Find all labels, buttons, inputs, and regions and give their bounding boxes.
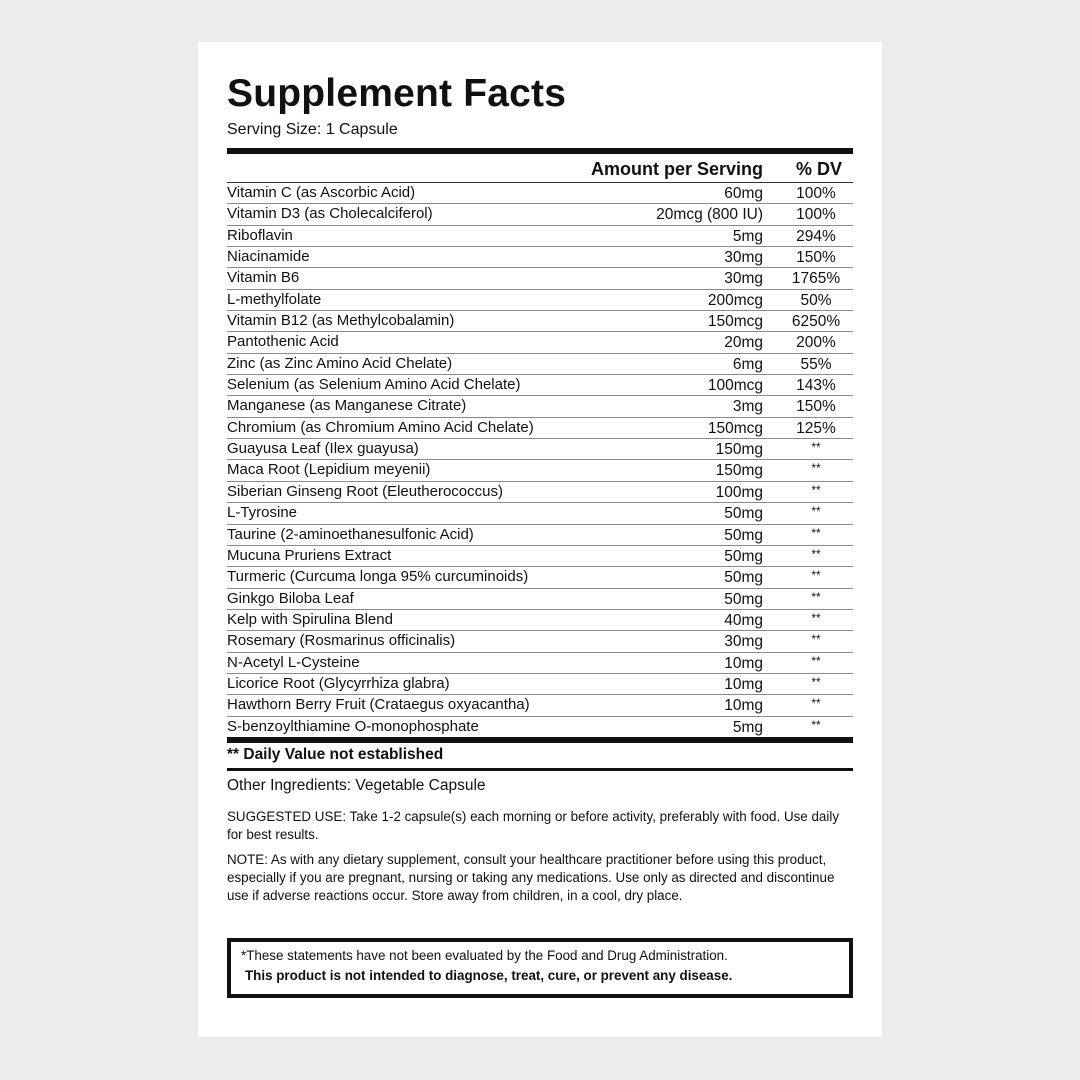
ingredient-daily-value: 294% xyxy=(796,227,836,245)
ingredient-name: Mucuna Pruriens Extract xyxy=(227,546,392,564)
bottom-thick-divider xyxy=(227,737,853,743)
ingredient-amount: 6mg xyxy=(732,355,763,373)
table-row xyxy=(227,545,853,566)
serving-size: Serving Size: 1 Capsule xyxy=(227,121,398,138)
ingredient-name: Siberian Ginseng Root (Eleutherococcus) xyxy=(227,482,503,500)
ingredient-name: Guayusa Leaf (Ilex guayusa) xyxy=(227,440,419,458)
ingredient-name: Taurine (2-aminoethanesulfonic Acid) xyxy=(227,525,474,543)
ingredient-name: Niacinamide xyxy=(227,248,310,266)
ingredient-amount: 50mg xyxy=(724,569,763,587)
table-row xyxy=(227,225,853,246)
ingredient-daily-value: 100% xyxy=(796,185,836,202)
amount-column-header: Amount per Serving xyxy=(590,159,763,179)
note-text: NOTE: As with any dietary supplement, consult your healthcare practitioner before using this product, especially if you are pregnant, nursing or taking any medications. Use only as directed and discontinue use if adverse reactions occur. Store away from children, in a cool, dry place. xyxy=(227,852,835,903)
ingredient-name: L-methylfolate xyxy=(227,290,322,308)
table-row xyxy=(227,289,853,310)
ingredient-amount: 10mg xyxy=(724,697,763,715)
daily-value-note: ** Daily Value not established xyxy=(227,746,444,763)
ingredient-amount: 50mg xyxy=(724,547,763,565)
dv-column-header: % DV xyxy=(795,159,842,179)
ingredient-daily-value: 1765% xyxy=(791,270,841,288)
ingredient-daily-value: ** xyxy=(811,440,821,455)
other-ingredients: Other Ingredients: Vegetable Capsule xyxy=(227,777,486,794)
ingredient-name: Pantothenic Acid xyxy=(227,333,339,351)
ingredient-amount: 30mg xyxy=(724,633,763,651)
table-row xyxy=(227,524,853,545)
table-row xyxy=(227,588,853,609)
ingredient-daily-value: 143% xyxy=(796,377,836,395)
ingredient-name: Rosemary (Rosmarinus officinalis) xyxy=(227,632,456,650)
ingredient-name: Vitamin C (as Ascorbic Acid) xyxy=(227,184,416,201)
ingredient-amount: 3mg xyxy=(732,398,763,416)
ingredient-name: Turmeric (Curcuma longa 95% curcuminoids) xyxy=(227,568,529,586)
ingredient-name: Vitamin D3 (as Cholecalciferol) xyxy=(227,205,433,223)
table-row xyxy=(227,609,853,630)
ingredient-daily-value: ** xyxy=(811,589,821,604)
ingredient-name: Kelp with Spirulina Blend xyxy=(227,610,393,628)
table-row xyxy=(227,267,853,288)
ingredient-amount: 10mg xyxy=(724,675,763,693)
ingredient-daily-value: ** xyxy=(811,546,821,561)
ingredient-daily-value: ** xyxy=(811,461,821,476)
ingredient-daily-value: ** xyxy=(811,696,821,711)
ingredient-amount: 150mg xyxy=(715,441,763,459)
ingredient-amount: 5mg xyxy=(732,718,763,736)
table-row xyxy=(227,353,853,374)
ingredient-name: Vitamin B12 (as Methylcobalamin) xyxy=(227,312,455,330)
ingredient-daily-value: ** xyxy=(811,568,821,583)
ingredient-amount: 30mg xyxy=(724,270,763,288)
ingredient-daily-value: 55% xyxy=(800,355,832,373)
ingredient-amount: 100mcg xyxy=(707,377,763,395)
table-row xyxy=(227,417,853,438)
ingredient-name: Licorice Root (Glycyrrhiza glabra) xyxy=(227,674,450,692)
ingredient-daily-value: ** xyxy=(811,482,821,497)
suggested-use-text: SUGGESTED USE: Take 1-2 capsule(s) each morning or before activity, preferably with food. Use daily for best results. xyxy=(227,809,840,842)
table-row xyxy=(227,566,853,587)
ingredient-daily-value: 125% xyxy=(796,419,836,437)
ingredient-name: S-benzoylthiamine O-monophosphate xyxy=(227,717,479,735)
ingredient-name: N-Acetyl L-Cysteine xyxy=(227,653,360,671)
ingredient-daily-value: ** xyxy=(811,610,821,625)
ingredient-amount: 200mcg xyxy=(707,291,763,309)
ingredient-daily-value: ** xyxy=(811,674,821,689)
top-thick-divider xyxy=(227,148,853,154)
ingredient-amount: 150mcg xyxy=(707,419,763,437)
table-row xyxy=(227,459,853,480)
disclaimer-line-1: *These statements have not been evaluated by the Food and Drug Administration. xyxy=(241,948,728,963)
ingredient-amount: 60mg xyxy=(724,185,763,202)
label-title: Supplement Facts xyxy=(227,72,567,115)
ingredient-daily-value: 150% xyxy=(796,249,836,267)
ingredient-amount: 150mg xyxy=(715,462,763,480)
ingredient-name: Ginkgo Biloba Leaf xyxy=(227,589,354,607)
facts-table xyxy=(227,182,853,737)
table-row xyxy=(227,673,853,694)
ingredient-amount: 30mg xyxy=(724,249,763,267)
ingredient-amount: 5mg xyxy=(732,227,763,245)
disclaimer-line-2: This product is not intended to diagnose, treat, cure, or prevent any disease. xyxy=(245,968,733,983)
table-row xyxy=(227,694,853,715)
ingredient-name: Hawthorn Berry Fruit (Crataegus oxyacantha) xyxy=(227,696,530,714)
ingredient-daily-value: 150% xyxy=(796,398,836,416)
table-row xyxy=(227,481,853,502)
ingredient-daily-value: 50% xyxy=(800,291,832,309)
ingredient-name: L-Tyrosine xyxy=(227,504,298,522)
table-row xyxy=(227,502,853,523)
table-row xyxy=(227,203,853,224)
ingredient-amount: 20mcg (800 IU) xyxy=(656,206,763,224)
ingredient-name: Chromium (as Chromium Amino Acid Chelate) xyxy=(227,418,534,436)
ingredient-amount: 50mg xyxy=(724,505,763,523)
ingredients-divider xyxy=(227,768,853,771)
ingredient-name: Manganese (as Manganese Citrate) xyxy=(227,397,467,415)
ingredient-daily-value: 200% xyxy=(796,334,836,352)
table-row xyxy=(227,630,853,651)
label-panel xyxy=(198,42,882,1037)
table-row xyxy=(227,438,853,459)
ingredient-name: Zinc (as Zinc Amino Acid Chelate) xyxy=(227,354,453,372)
ingredient-name: Selenium (as Selenium Amino Acid Chelate) xyxy=(227,376,521,394)
ingredient-name: Maca Root (Lepidium meyenii) xyxy=(227,461,431,479)
ingredient-daily-value: ** xyxy=(811,717,821,732)
ingredient-amount: 100mg xyxy=(715,483,763,501)
table-row xyxy=(227,246,853,267)
ingredient-name: Vitamin B6 xyxy=(227,269,300,287)
ingredient-amount: 10mg xyxy=(724,654,763,672)
fda-disclaimer-box xyxy=(227,938,853,998)
table-row xyxy=(227,395,853,416)
ingredient-daily-value: ** xyxy=(811,525,821,540)
ingredient-amount: 50mg xyxy=(724,590,763,608)
table-row xyxy=(227,374,853,395)
ingredient-amount: 20mg xyxy=(724,334,763,352)
table-row xyxy=(227,716,853,737)
ingredient-amount: 150mcg xyxy=(707,313,763,331)
ingredient-daily-value: 6250% xyxy=(791,313,841,331)
table-row xyxy=(227,310,853,331)
ingredient-amount: 40mg xyxy=(724,611,763,629)
ingredient-daily-value: ** xyxy=(811,632,821,647)
table-row xyxy=(227,331,853,352)
ingredient-daily-value: 100% xyxy=(796,206,836,224)
facts-table-header xyxy=(227,157,853,181)
ingredient-name: Riboflavin xyxy=(227,226,293,244)
table-row xyxy=(227,182,853,203)
table-row xyxy=(227,652,853,673)
ingredient-daily-value: ** xyxy=(811,653,821,668)
ingredient-daily-value: ** xyxy=(811,504,821,519)
ingredient-amount: 50mg xyxy=(724,526,763,544)
